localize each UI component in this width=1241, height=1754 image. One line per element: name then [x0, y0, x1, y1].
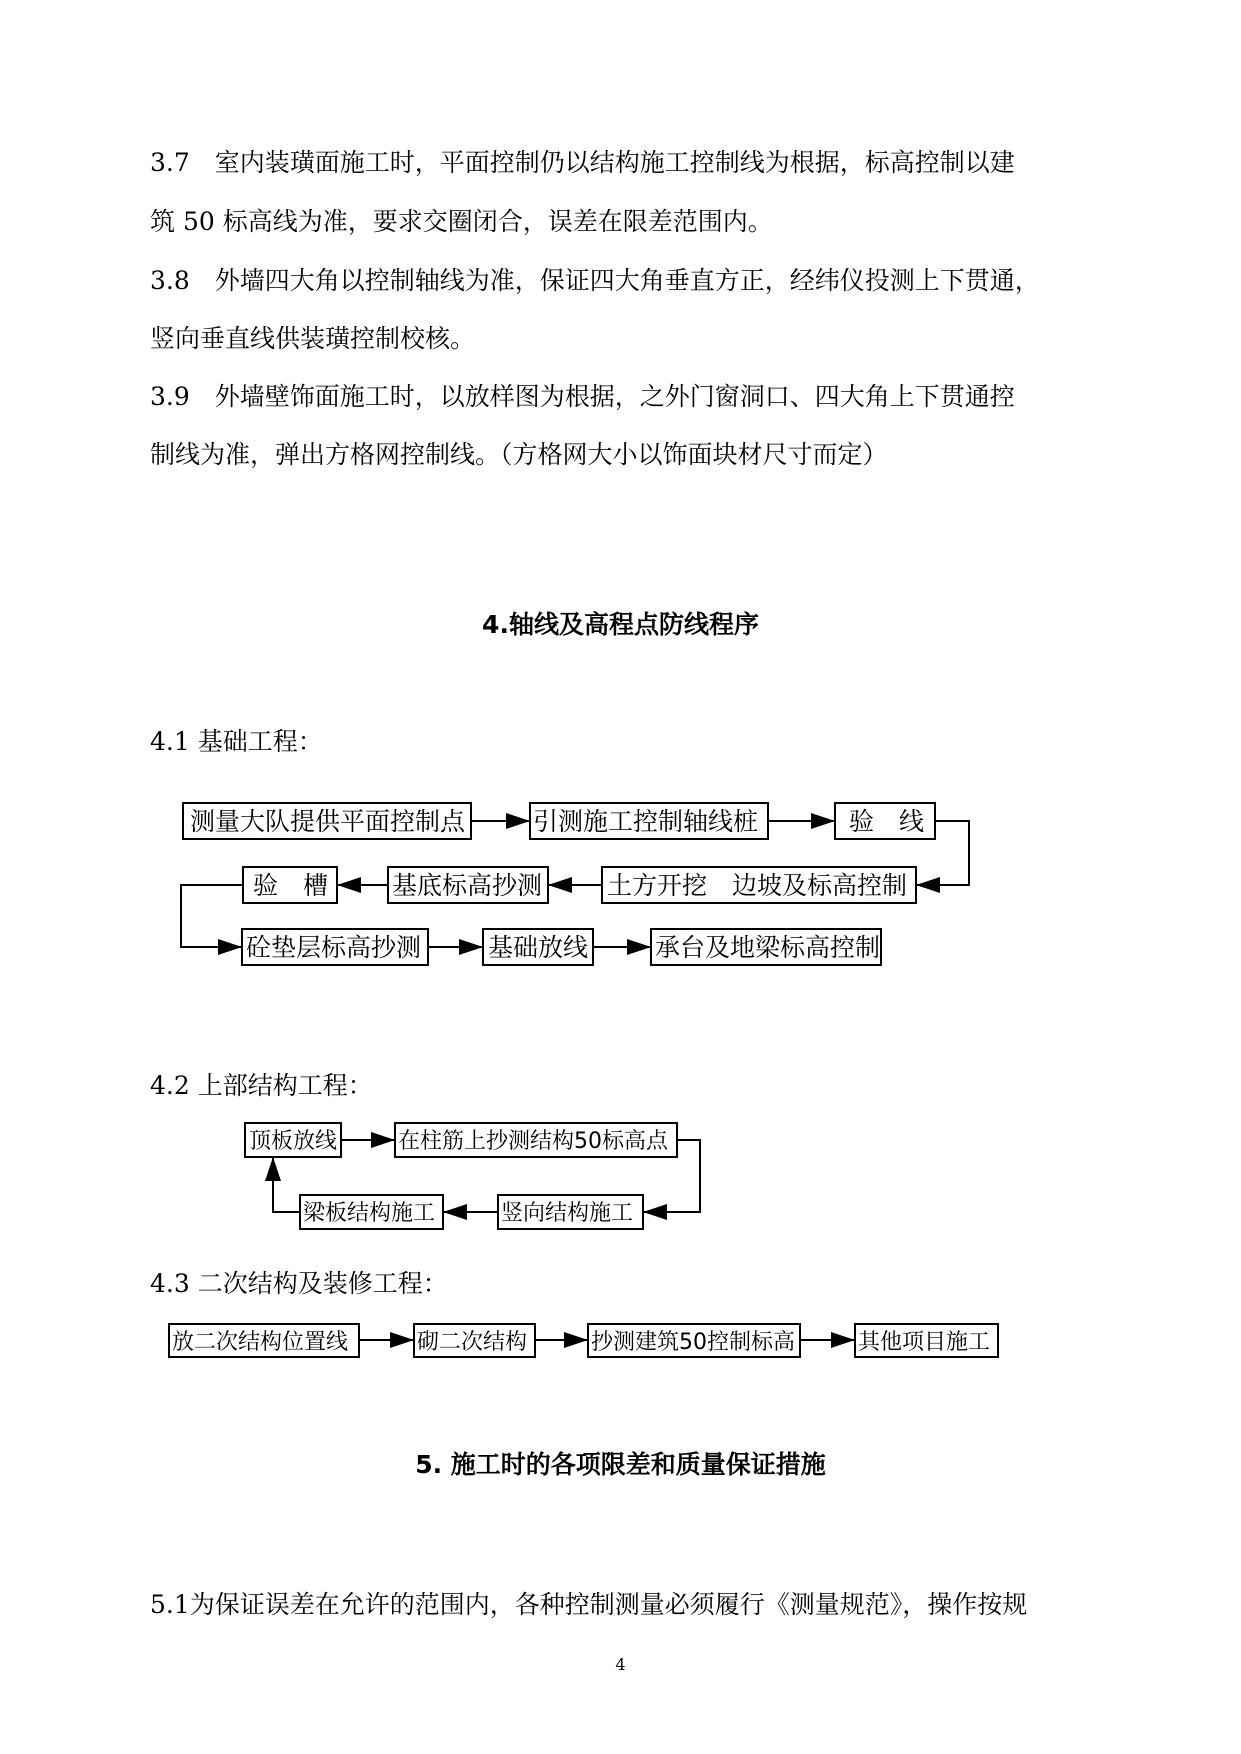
paragraph-3-7-line-2: 筑 50 标高线为准，要求交圈闭合，误差在限差范围内。 [150, 207, 773, 236]
paragraph-3-9-line-2: 制线为准，弹出方格网控制线。（方格网大小以饰面块材尺寸而定） [150, 440, 888, 469]
flow1-text-1: 测量大队提供平面控制点 [190, 807, 466, 836]
flow2-text-3: 竖向结构施工 [501, 1201, 634, 1226]
flow1-text-8: 基础放线 [488, 933, 589, 962]
page-number: 4 [615, 1655, 626, 1674]
flow2-box-vertical-structure [498, 1195, 643, 1229]
flow3-text-3: 抄测建筑50控制标高 [591, 1330, 795, 1355]
flow2-text-1: 顶板放线 [249, 1129, 338, 1154]
subsection-4-1-title: 4.1 基础工程： [150, 727, 323, 756]
flow2-arrow-4 [273, 1157, 300, 1212]
flow1-text-3: 验 线 [849, 807, 925, 836]
paragraph-5-1-line-1: 5.1为保证误差在允许的范围内，各种控制测量必须履行《测量规范》，操作按规 [150, 1590, 1028, 1619]
flow1-box-axis-piles [530, 803, 768, 839]
flow3-text-4: 其他项目施工 [858, 1330, 991, 1355]
flow1-text-6: 验 槽 [253, 871, 329, 900]
flow1-box-check-lines [835, 803, 935, 839]
flow2-box-beam-slab [300, 1195, 443, 1229]
flow1-box-check-trench [243, 867, 337, 903]
section-5-heading: 5. 施工时的各项限差和质量保证措施 [415, 1450, 826, 1479]
paragraph-3-9-line-1: 3.9 外墙壁饰面施工时，以放样图为根据，之外门窗洞口、四大角上下贯通控 [150, 382, 1015, 411]
flow1-box-base-elevation [388, 867, 548, 903]
flow1-arrow-6 [181, 885, 243, 947]
flow3-box-masonry [414, 1324, 535, 1357]
flow3-text-1: 放二次结构位置线 [172, 1330, 349, 1355]
subsection-4-3-title: 4.3 二次结构及装修工程： [150, 1269, 448, 1298]
flow1-box-pile-cap [651, 929, 881, 965]
subsection-4-2-title: 4.2 上部结构工程： [150, 1071, 373, 1100]
paragraph-3-8-line-2: 竖向垂直线供装璜控制校核。 [150, 324, 476, 353]
flow2-text-4: 梁板结构施工 [303, 1201, 436, 1226]
flow1-box-earthwork [602, 867, 916, 903]
flow1-box-control-points [183, 803, 471, 839]
paragraph-3-7-line-1: 3.7 室内装璜面施工时，平面控制仍以结构施工控制线为根据，标高控制以建 [150, 148, 1015, 177]
flow1-arrow-3 [916, 821, 969, 885]
flow2-box-column-elevation [395, 1123, 677, 1157]
flow2-text-2: 在柱筋上抄测结构50标高点 [398, 1129, 668, 1154]
section-4-heading: 4.轴线及高程点防线程序 [482, 610, 759, 639]
flow1-box-cushion-elevation [242, 929, 428, 965]
flow1-box-foundation-layout [483, 929, 593, 965]
flow3-box-other-items [855, 1324, 998, 1357]
flow1-text-5: 基底标高抄测 [392, 871, 543, 900]
flow3-box-elevation-50 [588, 1324, 800, 1357]
paragraph-3-8-line-1: 3.8 外墙四大角以控制轴线为准，保证四大角垂直方正，经纬仪投测上下贯通， [150, 266, 1040, 295]
flow1-text-9: 承台及地梁标高控制 [655, 933, 881, 962]
flow2-arrow-2 [643, 1140, 700, 1212]
flow1-text-2: 引测施工控制轴线桩 [533, 807, 759, 836]
flow3-box-position-lines [169, 1324, 359, 1357]
flow1-text-4: 土方开挖 边坡及标高控制 [607, 871, 908, 900]
flow2-box-slab-layout [245, 1123, 341, 1157]
flow1-text-7: 砼垫层标高抄测 [246, 933, 422, 962]
flow3-text-2: 砌二次结构 [417, 1330, 528, 1355]
